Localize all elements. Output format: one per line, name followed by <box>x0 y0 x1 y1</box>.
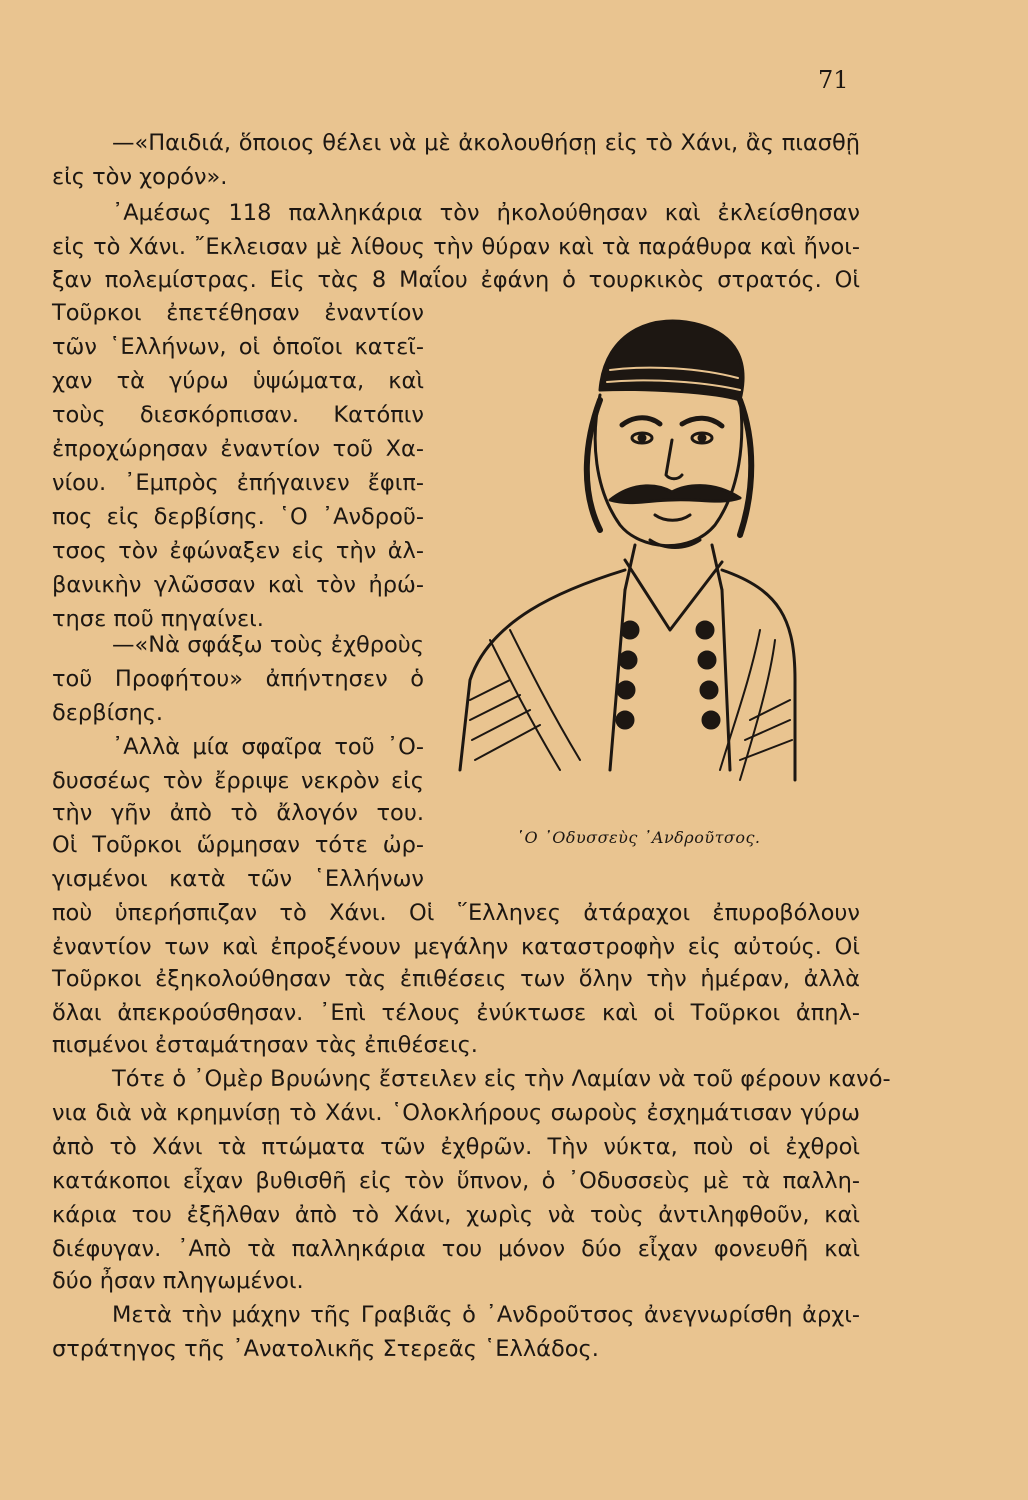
portrait-illustration <box>450 300 800 810</box>
text-line: ποὺ ὑπερήσπιζαν τὸ Χάνι. Οἱ ῞Ελληνες ἀτάραχοι ἐπυροβόλουν <box>52 900 860 926</box>
text-line: βανικὴν γλῶσσαν καὶ τὸν ἠρώ- <box>52 572 424 598</box>
text-line: ὅλαι ἀπεκρούσθησαν. ᾽Επὶ τέλους ἐνύκτωσε καὶ οἱ Τοῦρκοι ἀπηλ- <box>52 1000 860 1026</box>
text-line: —«Νὰ σφάξω τοὺς ἐχθροὺς <box>112 632 424 658</box>
text-line: πισμένοι ἐσταμάτησαν τὰς ἐπιθέσεις. <box>52 1032 478 1058</box>
text-line: εἰς τὸ Χάνι. ῎Εκλεισαν μὲ λίθους τὴν θύραν καὶ τὰ παράθυρα καὶ ἤνοι- <box>52 234 860 260</box>
text-line: ᾽Αμέσως 118 παλληκάρια τὸν ἠκολούθησαν καὶ ἐκλείσθησαν <box>112 200 860 226</box>
page-number: 71 <box>818 66 849 94</box>
text-line: τοὺς διεσκόρπισαν. Κατόπιν <box>52 402 424 428</box>
text-line: τοῦ Προφήτου» ἀπήντησεν ὁ <box>52 666 424 692</box>
text-line: δερβίσης. <box>52 700 164 726</box>
text-line: Μετὰ τὴν μάχην τῆς Γραβιᾶς ὁ ᾽Ανδροῦτσος ἀνεγνωρίσθη ἀρχι- <box>112 1302 860 1328</box>
text-line: ἐναντίον των καὶ ἐπροξένουν μεγάλην καταστροφὴν εἰς αὐτούς. Οἱ <box>52 934 860 960</box>
text-line: διέφυγαν. ᾽Απὸ τὰ παλληκάρια του μόνον δύο εἶχαν φονευθῆ καὶ <box>52 1236 860 1262</box>
text-line: χαν τὰ γύρω ὑψώματα, καὶ <box>52 368 424 394</box>
text-line: Τότε ὁ ᾽Ομὲρ Βρυώνης ἔστειλεν εἰς τὴν Λαμίαν νὰ τοῦ φέρουν κανό- <box>112 1066 891 1092</box>
text-line: τησε ποῦ πηγαίνει. <box>52 606 264 632</box>
portrait-caption: ῾Ο ᾽Οδυσσεὺς ᾽Ανδροῦτσος. <box>516 828 761 847</box>
text-line: ἐπροχώρησαν ἐναντίον τοῦ Χα- <box>52 436 424 462</box>
text-line: τσος τὸν ἐφώναξεν εἰς τὴν ἀλ- <box>52 538 424 564</box>
text-line: ἀπὸ τὸ Χάνι τὰ πτώματα τῶν ἐχθρῶν. Τὴν νύκτα, ποὺ οἱ ἐχθροὶ <box>52 1134 860 1160</box>
text-line: πος εἰς δερβίσης. ῾Ο ᾽Ανδροῦ- <box>52 504 424 530</box>
text-line: τὴν γῆν ἀπὸ τὸ ἄλογόν του. <box>52 800 424 826</box>
text-line: ᾽Αλλὰ μία σφαῖρα τοῦ ᾽Ο- <box>112 734 424 760</box>
text-line: γισμένοι κατὰ τῶν ῾Ελλήνων <box>52 866 424 892</box>
text-line: δύο ἦσαν πληγωμένοι. <box>52 1268 304 1294</box>
text-line: —«Παιδιά, ὅποιος θέλει νὰ μὲ ἀκολουθήσῃ εἰς τὸ Χάνι, ἂς πιασθῇ <box>112 130 860 156</box>
text-line: δυσσέως τὸν ἔρριψε νεκρὸν εἰς <box>52 768 424 794</box>
text-line: Οἱ Τοῦρκοι ὥρμησαν τότε ὠρ- <box>52 832 424 858</box>
text-line: εἰς τὸν χορόν». <box>52 164 228 190</box>
text-line: νια διὰ νὰ κρημνίσῃ τὸ Χάνι. ῾Ολοκλήρους σωροὺς ἐσχημάτισαν γύρω <box>52 1100 860 1126</box>
text-line: Τοῦρκοι ἐπετέθησαν ἐναντίον <box>52 300 424 326</box>
text-line: ξαν πολεμίστρας. Εἰς τὰς 8 Μαΐου ἐφάνη ὁ τουρκικὸς στρατός. Οἱ <box>52 267 860 293</box>
text-line: νίου. ᾽Εμπρὸς ἐπήγαινεν ἔφιπ- <box>52 470 424 496</box>
text-line: Τοῦρκοι ἐξηκολούθησαν τὰς ἐπιθέσεις των ὅλην τὴν ἡμέραν, ἀλλὰ <box>52 966 860 992</box>
text-line: στράτηγος τῆς ᾽Ανατολικῆς Στερεᾶς ῾Ελλάδος. <box>52 1336 599 1362</box>
text-line: κατάκοποι εἶχαν βυθισθῆ εἰς τὸν ὕπνον, ὁ ᾽Οδυσσεὺς μὲ τὰ παλλη- <box>52 1168 860 1194</box>
text-line: κάρια του ἐξῆλθαν ἀπὸ τὸ Χάνι, χωρὶς νὰ τοὺς ἀντιληφθοῦν, καὶ <box>52 1202 860 1228</box>
text-line: τῶν ῾Ελλήνων, οἱ ὁποῖοι κατεῖ- <box>52 334 424 360</box>
